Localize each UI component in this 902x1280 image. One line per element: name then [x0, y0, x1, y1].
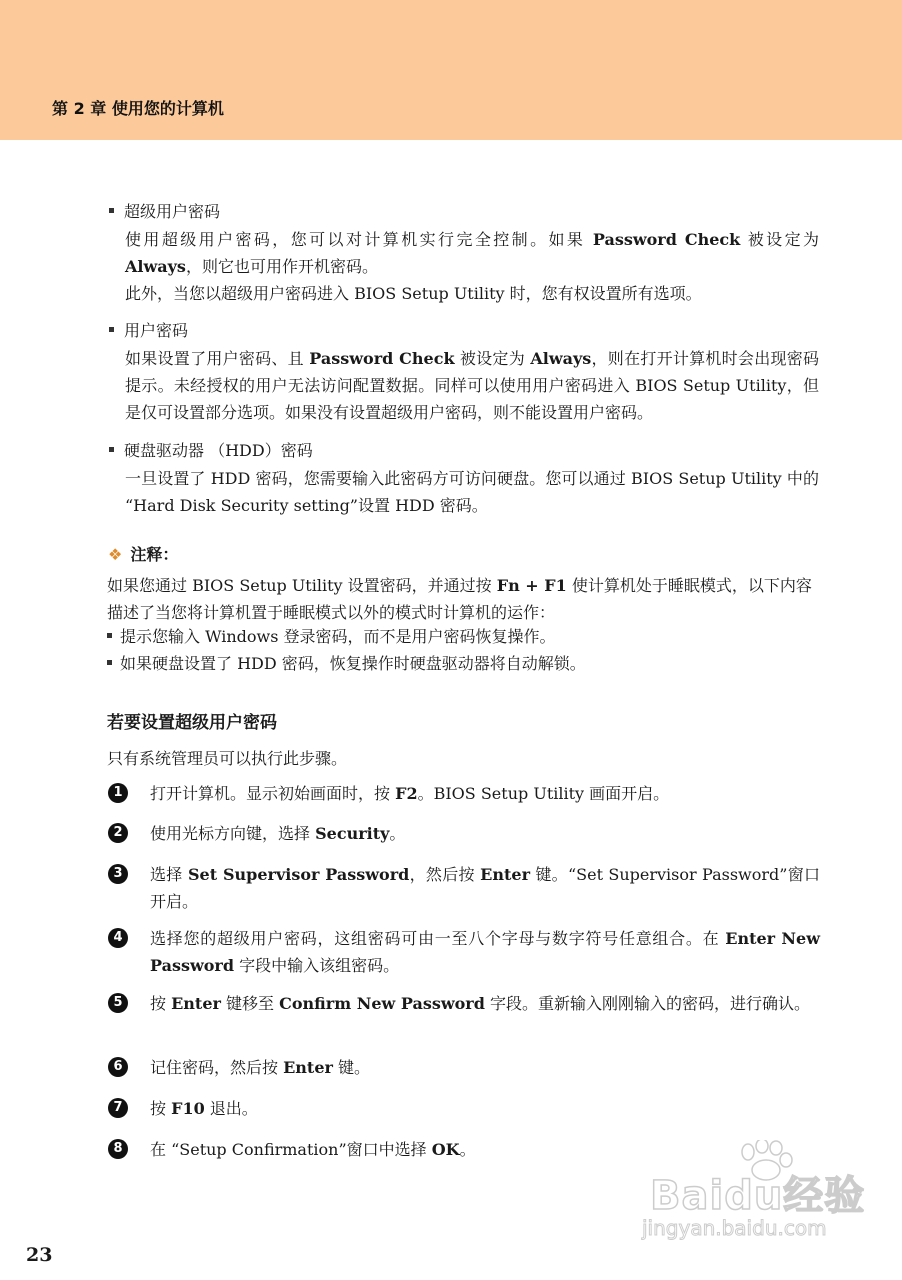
text-run: 选择您的超级用户密码，这组密码可由一至八个字母与数字符号任意组合。在 [150, 929, 726, 948]
bullet-square-icon [107, 633, 112, 638]
step-number-badge: 4 [108, 928, 128, 948]
baidu-watermark [640, 1140, 870, 1250]
bullet-square-icon [109, 208, 114, 213]
text-run: 打开计算机。显示初始画面时，按 [150, 784, 396, 803]
note-heading-text: 注释： [130, 545, 179, 564]
text-run: ，则在打开计算机时会出现密码提示。未经授权的用户无法访问配置数据。同样可以使用用户密码进入 BIOS Setup Utility，但是仅可设置部分选项。如果没有设置超级用户密码，则不能设置用户密码。 [125, 349, 819, 422]
bold-term: Confirm New Password [279, 994, 485, 1013]
text-run: 键移至 [220, 994, 280, 1013]
bold-term: F2 [395, 784, 418, 803]
note-list-item [107, 624, 556, 650]
note-list-item [107, 651, 586, 677]
step-text [150, 861, 820, 915]
chapter-header-band [0, 0, 902, 140]
step-text [150, 925, 820, 979]
section-intro: 只有系统管理员可以执行此步骤。 [107, 749, 348, 768]
text-run: 一旦设置了 HDD 密码，您需要输入此密码方可访问硬盘。您可以通过 BIOS Setup Utility 中的 “Hard Disk Security setting”设置 HDD 密码。 [125, 469, 819, 515]
note-body [107, 572, 819, 626]
bullet-heading-user [109, 318, 188, 344]
bullet-heading-text: 硬盘驱动器 （HDD）密码 [124, 441, 313, 460]
text-run: 键。“Set Supervisor Password”窗口开启。 [150, 865, 821, 911]
bullet-paragraph [125, 280, 819, 307]
text-run: 。BIOS Setup Utility 画面开启。 [417, 784, 670, 803]
step-number-badge: 3 [108, 864, 128, 884]
watermark-url: jingyan.baidu.com [642, 1216, 827, 1240]
step-text [150, 1095, 820, 1122]
bold-term: Enter [171, 994, 221, 1013]
note-heading [108, 542, 178, 565]
bullet-heading-hdd [109, 438, 313, 464]
bullet-paragraph [125, 226, 819, 280]
text-run: 记住密码，然后按 [150, 1058, 284, 1077]
step-text [150, 820, 820, 847]
bold-term: OK [431, 1140, 460, 1159]
bullet-square-icon [109, 447, 114, 452]
text-run: 选择 [150, 865, 188, 884]
text-run: 被设定为 [740, 230, 819, 249]
text-run: 被设定为 [454, 349, 531, 368]
page-number: 23 [26, 1244, 53, 1266]
step-text [150, 1054, 820, 1081]
note-item-text: 如果硬盘设置了 HDD 密码，恢复操作时硬盘驱动器将自动解锁。 [120, 654, 586, 673]
text-run: 键。 [332, 1058, 371, 1077]
text-run: 使计算机处于睡眠模式，以下内容描述了当您将计算机置于睡眠模式以外的模式时计算机的运作： [107, 576, 812, 622]
bold-term: Enter [283, 1058, 333, 1077]
bold-term: Password Check [592, 230, 741, 249]
text-run: 如果您通过 BIOS Setup Utility 设置密码，并通过按 [107, 576, 497, 595]
bullet-paragraph [125, 465, 819, 519]
step-number-badge: 7 [108, 1098, 128, 1118]
text-run: 此外，当您以超级用户密码进入 BIOS Setup Utility 时，您有权设置所有选项。 [125, 284, 702, 303]
step-number-badge: 5 [108, 993, 128, 1013]
text-run: 使用光标方向键，选择 [150, 824, 316, 843]
step-number-badge: 6 [108, 1057, 128, 1077]
bold-term: Always [125, 257, 186, 276]
text-run: 。 [389, 824, 406, 843]
diamond-bullet-icon: ❖ [108, 545, 123, 564]
text-run: 在 “Setup Confirmation”窗口中选择 [150, 1140, 432, 1159]
step-number-badge: 8 [108, 1139, 128, 1159]
bold-term: F10 [171, 1099, 205, 1118]
text-run: ，则它也可用作开机密码。 [185, 257, 378, 276]
bold-term: Enter New Password [150, 929, 820, 975]
text-run: 。 [459, 1140, 476, 1159]
section-title: 若要设置超级用户密码 [107, 713, 277, 733]
step-text [150, 990, 820, 1017]
text-run: ，然后按 [409, 865, 481, 884]
chapter-title: 第 2 章 使用您的计算机 [52, 99, 224, 118]
text-run: 退出。 [204, 1099, 258, 1118]
note-item-text: 提示您输入 Windows 登录密码，而不是用户密码恢复操作。 [120, 627, 556, 646]
bullet-square-icon [107, 660, 112, 665]
bold-term: Fn + F1 [496, 576, 567, 595]
bullet-heading-supervisor [109, 199, 220, 225]
text-run: 使用超级用户密码，您可以对计算机实行完全控制。如果 [125, 230, 593, 249]
bullet-square-icon [109, 327, 114, 332]
bullet-paragraph [125, 345, 819, 426]
bullet-heading-text: 用户密码 [124, 321, 189, 340]
text-run: 按 [150, 994, 172, 1013]
watermark-logo-text: Baidu经验 [650, 1173, 866, 1219]
bullet-heading-text: 超级用户密码 [124, 202, 221, 221]
step-number-badge: 2 [108, 823, 128, 843]
bold-term: Security [315, 824, 390, 843]
step-text [150, 780, 820, 807]
bold-term: Always [530, 349, 592, 368]
bold-term: Enter [480, 865, 530, 884]
bold-term: Password Check [309, 349, 455, 368]
text-run: 字段。重新输入刚刚输入的密码，进行确认。 [484, 994, 810, 1013]
step-number-badge: 1 [108, 783, 128, 803]
text-run: 按 [150, 1099, 172, 1118]
text-run: 字段中输入该组密码。 [234, 956, 400, 975]
text-run: 如果设置了用户密码、且 [125, 349, 310, 368]
bold-term: Set Supervisor Password [187, 865, 410, 884]
